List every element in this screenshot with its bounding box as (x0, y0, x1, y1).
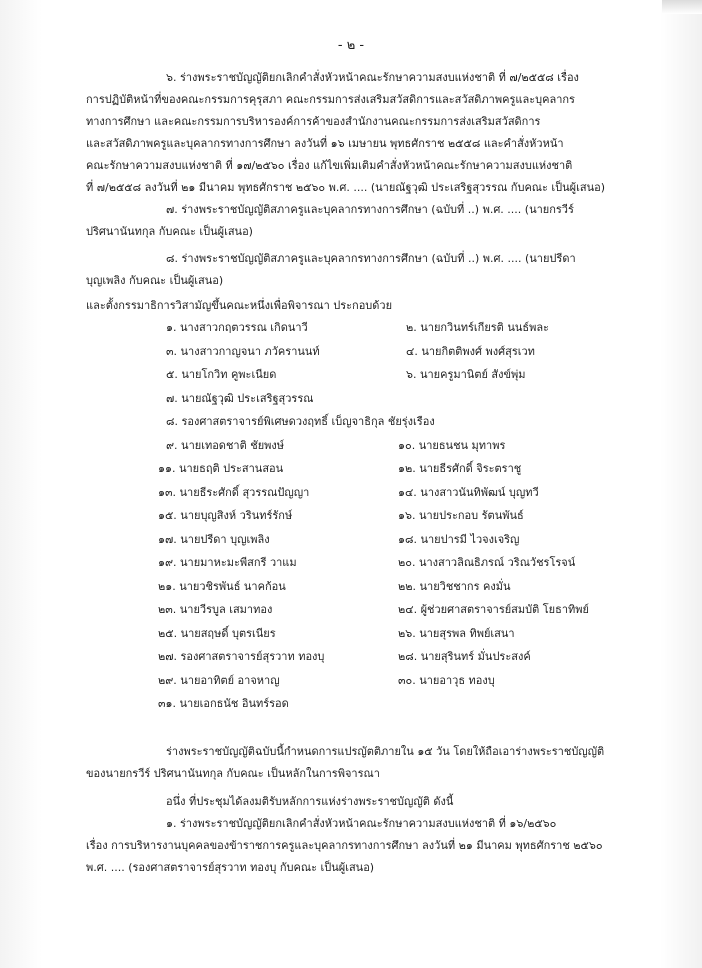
item-7-line-2: ปริศนานันทกุล กับคณะ เป็นผู้เสนอ) (86, 225, 253, 238)
committee-member: ๑๐. นายธนชน มุทาพร (398, 439, 506, 452)
resolution-item-1-line-2: เรื่อง การบริหารงานบุคคลของข้าราชการครูและบุคลากรทางการศึกษา ลงวันที่ ๒๑ มีนาคม พุทธศักราช ๒๕๖๐ (86, 839, 603, 852)
committee-member: ๒๖. นายสุรพล ทิพย์เสนา (398, 627, 515, 640)
resolution-intro: อนึ่ง ที่ประชุมได้ลงมติรับหลักการแห่งร่างพระราชบัญญัติ ดังนี้ (166, 795, 454, 808)
resolution-item-1 (86, 813, 606, 879)
committee-member: ๒๐. นางสาวลิณธิภรณ์ วริณวัชรโรจน์ (398, 556, 576, 569)
resolution-item-1-line-1: ๑. ร่างพระราชบัญญัติยกเลิกคำสั่งหัวหน้าคณะรักษาความสงบแห่งชาติ ที่ ๑๖/๒๕๖๐ (166, 817, 557, 830)
item-6-line-4: และสวัสดิภาพครูและบุคลากรทางการศึกษา ลงวันที่ ๑๖ เมษายน พุทธศักราช ๒๕๕๘ และคำสั่งหัวหน้า (86, 137, 564, 150)
item-6-line-5: คณะรักษาความสงบแห่งชาติ ที่ ๑๗/๒๕๖๐ เรื่อง แก้ไขเพิ่มเติมคำสั่งหัวหน้าคณะรักษาความสงบแห่งชาติ (86, 159, 573, 172)
committee-member: ๑๓. นายธีระศักดิ์ สุวรรณปัญญา (158, 486, 310, 499)
committee-member: ๒๒. นายวิชชากร คงมั่น (398, 580, 511, 593)
committee-member: ๒๑. นายวชิรพันธ์ นาคก้อน (158, 580, 286, 593)
item-6-line-6: ที่ ๗/๒๕๕๘ ลงวันที่ ๒๑ มีนาคม พุทธศักราช ๒๕๖๐ พ.ศ. .... (นายณัฐวุฒิ ประเสริฐสุวรรณ กับคณะ เป็นผู้เสนอ) (86, 181, 606, 194)
item-8-line-1: ๘. ร่างพระราชบัญญัติสภาครูและบุคลากรทางการศึกษา (ฉบับที่ ..) พ.ศ. .... (นายปรีดา (166, 252, 576, 265)
committee-member: ๑๙. นายมาหะมะพีสกรี วาแม (158, 556, 297, 569)
committee-member: ๒๗. รองศาสตราจารย์สุรวาท ทองบุ (158, 650, 325, 663)
committee-intro: และตั้งกรรมาธิการวิสามัญขึ้นคณะหนึ่งเพื่อพิจารณา ประกอบด้วย (86, 299, 393, 312)
committee-member: ๑๖. นายประกอบ รัตนพันธ์ (398, 509, 524, 522)
committee-member: ๓. นางสาวกาญจนา ภวัครานนท์ (166, 345, 320, 358)
committee-member: ๒๙. นายอาทิตย์ อาจหาญ (158, 674, 280, 687)
committee-member: ๙. นายเทอดชาติ ชัยพงษ์ (166, 439, 285, 452)
resolution-item-1-line-3: พ.ศ. .... (รองศาสตราจารย์สุรวาท ทองบุ กับคณะ เป็นผู้เสนอ) (86, 861, 375, 874)
committee-member: ๑๒. นายธีรศักดิ์ จิระตราชู (398, 462, 522, 475)
item-8-line-2: บุญเพลิง กับคณะ เป็นผู้เสนอ) (86, 274, 224, 287)
committee-member: ๑๕. นายบุญสิงห์ วรินทร์รักษ์ (158, 509, 293, 522)
committee-member: ๒. นายกวินทร์เกียรติ นนธ์พละ (406, 321, 549, 334)
committee-member: ๓๐. นายอาวุธ ทองบุ (398, 674, 495, 687)
committee-member: ๗. นายณัฐวุฒิ ประเสริฐสุวรรณ (166, 392, 314, 405)
committee-member: ๕. นายโกวิท คูพะเนียด (166, 368, 277, 381)
committee-member: ๒๔. ผู้ช่วยศาสตราจารย์สมบัติ โยธาทิพย์ (398, 603, 589, 616)
committee-member: ๑๘. นายปารมี ไวจงเจริญ (398, 533, 520, 546)
committee-member: ๑๑. นายธฤติ ประสานสอน (158, 462, 284, 475)
agenda-item-7 (86, 199, 606, 243)
committee-member: ๑๔. นางสาวนันทิพัฒน์ บุญทวี (398, 486, 539, 499)
committee-member: ๒๕. นายสฤษดิ์ บุตรเนียร (158, 627, 276, 640)
closing-line-1: ร่างพระราชบัญญัติฉบับนี้กำหนดการแปรญัตติภายใน ๑๕ วัน โดยให้ถือเอาร่างพระราชบัญญัติ (166, 745, 605, 758)
committee-member: ๒๘. นายสุรินทร์ มั่นประสงค์ (398, 650, 531, 663)
item-6-line-1: ๖. ร่างพระราชบัญญัติยกเลิกคำสั่งหัวหน้าคณะรักษาความสงบแห่งชาติ ที่ ๗/๒๕๕๘ เรื่อง (166, 71, 579, 84)
committee-member: ๒๓. นายวีรบูล เสมาทอง (158, 603, 273, 616)
agenda-item-6 (86, 67, 606, 199)
committee-member: ๓๑. นายเอกธนัช อินทร์รอด (158, 697, 289, 710)
item-6-line-3: ทางการศึกษา และคณะกรรมการบริหารองค์การค้าของสำนักงานคณะกรรมการส่งเสริมสวัสดิการ (86, 115, 541, 128)
committee-member: ๑. นางสาวกฤตวรรณ เกิดนาวี (166, 321, 308, 334)
committee-member: ๑๗. นายปรีดา บุญเพลิง (158, 533, 270, 546)
committee-member: ๖. นายครูมานิตย์ สังข์พุ่ม (406, 368, 526, 381)
item-7-line-1: ๗. ร่างพระราชบัญญัติสภาครูและบุคลากรทางการศึกษา (ฉบับที่ ..) พ.ศ. .... (นายกรวีร์ (166, 203, 574, 216)
scan-corner-shadow (662, 0, 702, 14)
closing-line-2: ของนายกรวีร์ ปริศนานันทกุล กับคณะ เป็นหลักในการพิจารณา (86, 767, 380, 780)
page-number: - ๒ - (337, 38, 365, 53)
amendment-period-paragraph (86, 741, 606, 785)
agenda-item-8 (86, 248, 606, 292)
item-6-line-2: การปฏิบัติหน้าที่ของคณะกรรมการคุรุสภา คณะกรรมการส่งเสริมสวัสดิการและสวัสดิภาพครูและบุคลากร (86, 93, 575, 106)
committee-member: ๔. นายกิตติพงศ์ พงศ์สุรเวท (406, 345, 535, 358)
committee-member: ๘. รองศาสตราจารย์พิเศษดวงฤทธิ์ เบ็ญจาธิกุล ชัยรุ่งเรือง (166, 415, 435, 428)
